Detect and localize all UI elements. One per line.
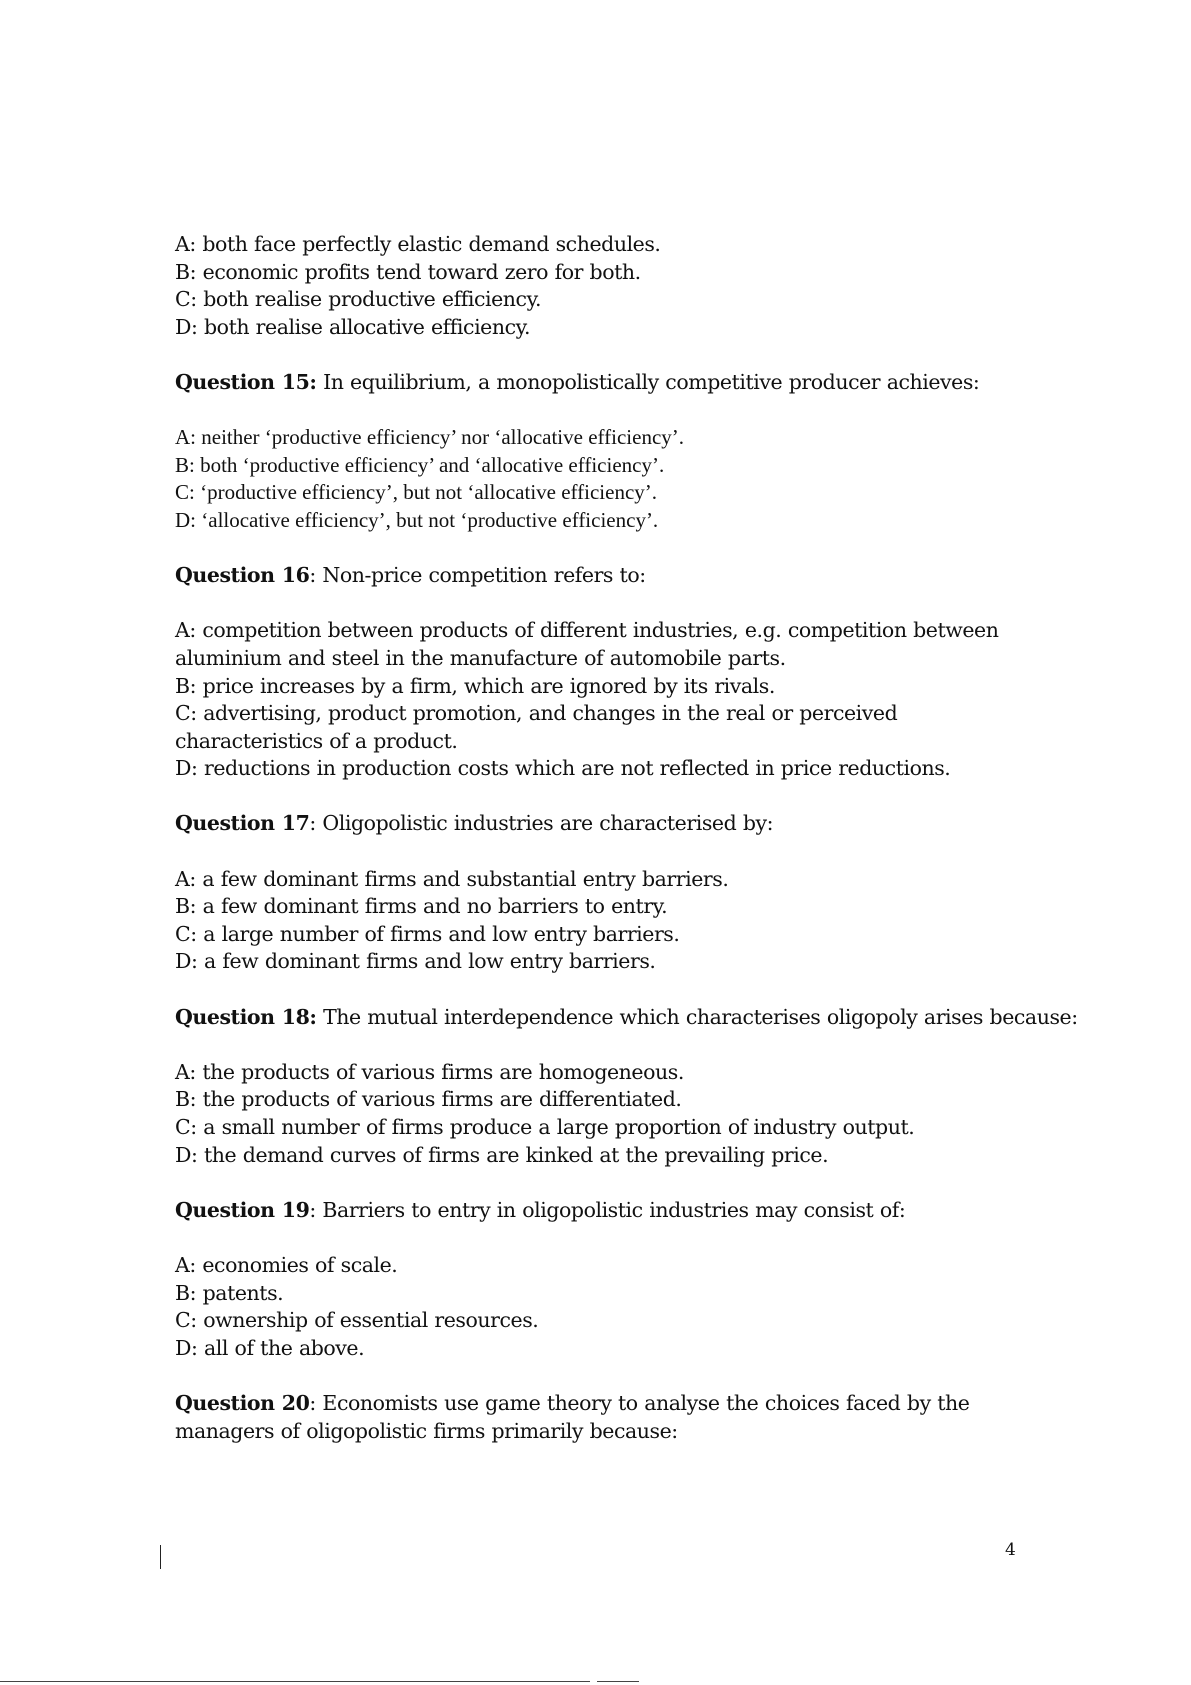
spacer	[175, 397, 1015, 425]
question-label: Question 17	[175, 811, 310, 836]
spacer	[175, 1169, 1015, 1197]
spacer	[175, 590, 1015, 618]
option-b: B: patents.	[175, 1280, 284, 1305]
spacer	[175, 1224, 1015, 1252]
option-b: B: a few dominant firms and no barriers to entry.	[175, 894, 668, 919]
page-number: 4	[1005, 1540, 1016, 1560]
question-label: Question 19	[175, 1197, 310, 1222]
footer-rule-segment	[597, 1681, 639, 1682]
option-b: B: the products of various firms are differentiated.	[175, 1087, 682, 1112]
spacer	[175, 838, 1015, 866]
question-18-options	[175, 1059, 1015, 1169]
question-19-heading	[175, 1197, 1015, 1225]
question-16-options	[175, 617, 1015, 783]
option-c: C: advertising, product promotion, and changes in the real or perceived characteristics of a product.	[175, 701, 898, 753]
option-d: D: a few dominant firms and low entry barriers.	[175, 949, 656, 974]
spacer	[175, 535, 1015, 563]
continued-option-list	[175, 231, 1015, 341]
option-a: A: economies of scale.	[175, 1252, 398, 1277]
spacer	[175, 1362, 1015, 1390]
option-c: C: both realise productive efficiency.	[175, 287, 542, 312]
footer-rule	[0, 1681, 590, 1682]
option-a: A: a few dominant firms and substantial entry barriers.	[175, 866, 729, 891]
option-b: B: both ‘productive efficiency’ and ‘allocative efficiency’.	[175, 452, 665, 477]
spacer	[175, 976, 1015, 1004]
change-bar	[160, 1545, 161, 1569]
option-b: B: price increases by a firm, which are ignored by its rivals.	[175, 673, 775, 698]
question-label: Question 20	[175, 1390, 310, 1415]
question-17-heading	[175, 810, 1015, 838]
option-c: C: ownership of essential resources.	[175, 1308, 539, 1333]
question-18-heading	[175, 1004, 1078, 1032]
spacer	[175, 1031, 1015, 1059]
question-text: : Barriers to entry in oligopolistic industries may consist of:	[309, 1197, 906, 1222]
question-text: In equilibrium, a monopolistically competitive producer achieves:	[316, 369, 980, 394]
question-label: Question 16	[175, 563, 310, 588]
question-text: The mutual interdependence which characterises oligopoly arises because:	[316, 1004, 1078, 1029]
question-label: Question 18:	[175, 1004, 317, 1029]
option-c: C: a large number of firms and low entry barriers.	[175, 921, 680, 946]
option-a: A: the products of various firms are homogeneous.	[175, 1059, 684, 1084]
option-b: B: economic profits tend toward zero for both.	[175, 259, 641, 284]
question-15-options	[175, 424, 1015, 534]
option-a: A: neither ‘productive efficiency’ nor ‘allocative efficiency’.	[175, 425, 685, 450]
question-text: : Economists use game theory to analyse the choices faced by the managers of oligopolistic firms primarily because:	[175, 1390, 970, 1443]
question-19-options	[175, 1252, 1015, 1362]
question-content	[175, 231, 1078, 1445]
question-text: : Non-price competition refers to:	[309, 563, 646, 588]
option-c: C: a small number of firms produce a large proportion of industry output.	[175, 1115, 915, 1139]
option-c: C: ‘productive efficiency’, but not ‘allocative efficiency’.	[175, 480, 658, 505]
question-15-heading	[175, 369, 1015, 397]
option-d: D: the demand curves of firms are kinked at the prevailing price.	[175, 1142, 829, 1167]
spacer	[175, 783, 1015, 811]
option-d: D: ‘allocative efficiency’, but not ‘productive efficiency’.	[175, 507, 659, 532]
question-20-heading	[175, 1390, 1015, 1445]
question-label: Question 15:	[175, 369, 317, 394]
option-d: D: both realise allocative efficiency.	[175, 314, 531, 339]
question-16-heading	[175, 562, 1015, 590]
option-a: A: competition between products of different industries, e.g. competition between aluminium and steel in the manufacture of automobile parts.	[175, 618, 999, 670]
spacer	[175, 341, 1015, 369]
question-17-options	[175, 866, 1015, 976]
option-a: A: both face perfectly elastic demand schedules.	[175, 232, 661, 256]
question-text: : Oligopolistic industries are characterised by:	[309, 811, 774, 836]
option-d: D: all of the above.	[175, 1335, 365, 1360]
option-d: D: reductions in production costs which are not reflected in price reductions.	[175, 756, 951, 781]
